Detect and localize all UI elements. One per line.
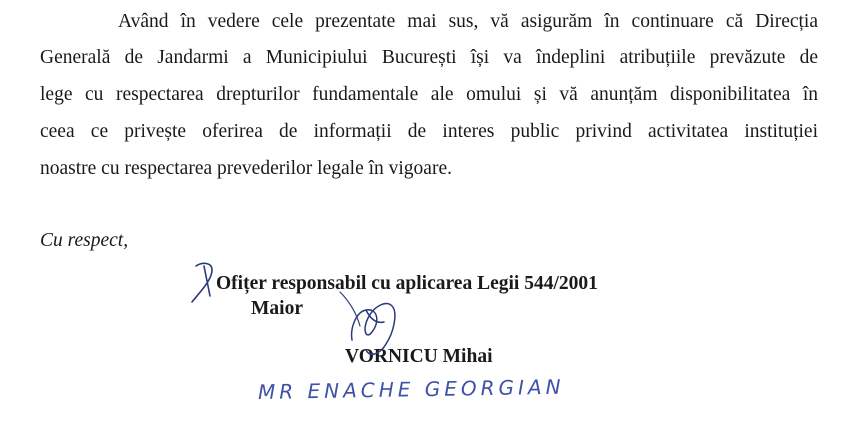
signature-flourish <box>340 292 360 326</box>
handwritten-name-note: MR ENACHE GEORGIAN <box>257 374 565 404</box>
closing-salutation: Cu respect, <box>40 230 129 251</box>
signatory-name: VORNICU Mihai <box>345 346 493 367</box>
paragraph-line: Având în vedere cele prezentate mai sus, vă asigurăm în continuare că Direcția <box>118 11 818 32</box>
signatory-rank: Maior <box>251 298 303 319</box>
signatory-title: Ofițer responsabil cu aplicarea Legii 544/2001 <box>216 273 598 294</box>
paragraph-line: ceea ce privește oferirea de informații de interes public privind activitatea instituției <box>40 121 818 142</box>
paragraph-line: Generală de Jandarmi a Municipiului București își va îndeplini atribuțiile prevăzute de <box>40 47 818 68</box>
signature-slash-mark <box>192 263 212 302</box>
paragraph-line: lege cu respectarea drepturilor fundamentale ale omului și vă anunțăm disponibilitatea în <box>40 84 818 105</box>
paragraph-line: noastre cu respectarea prevederilor legale în vigoare. <box>40 158 452 179</box>
